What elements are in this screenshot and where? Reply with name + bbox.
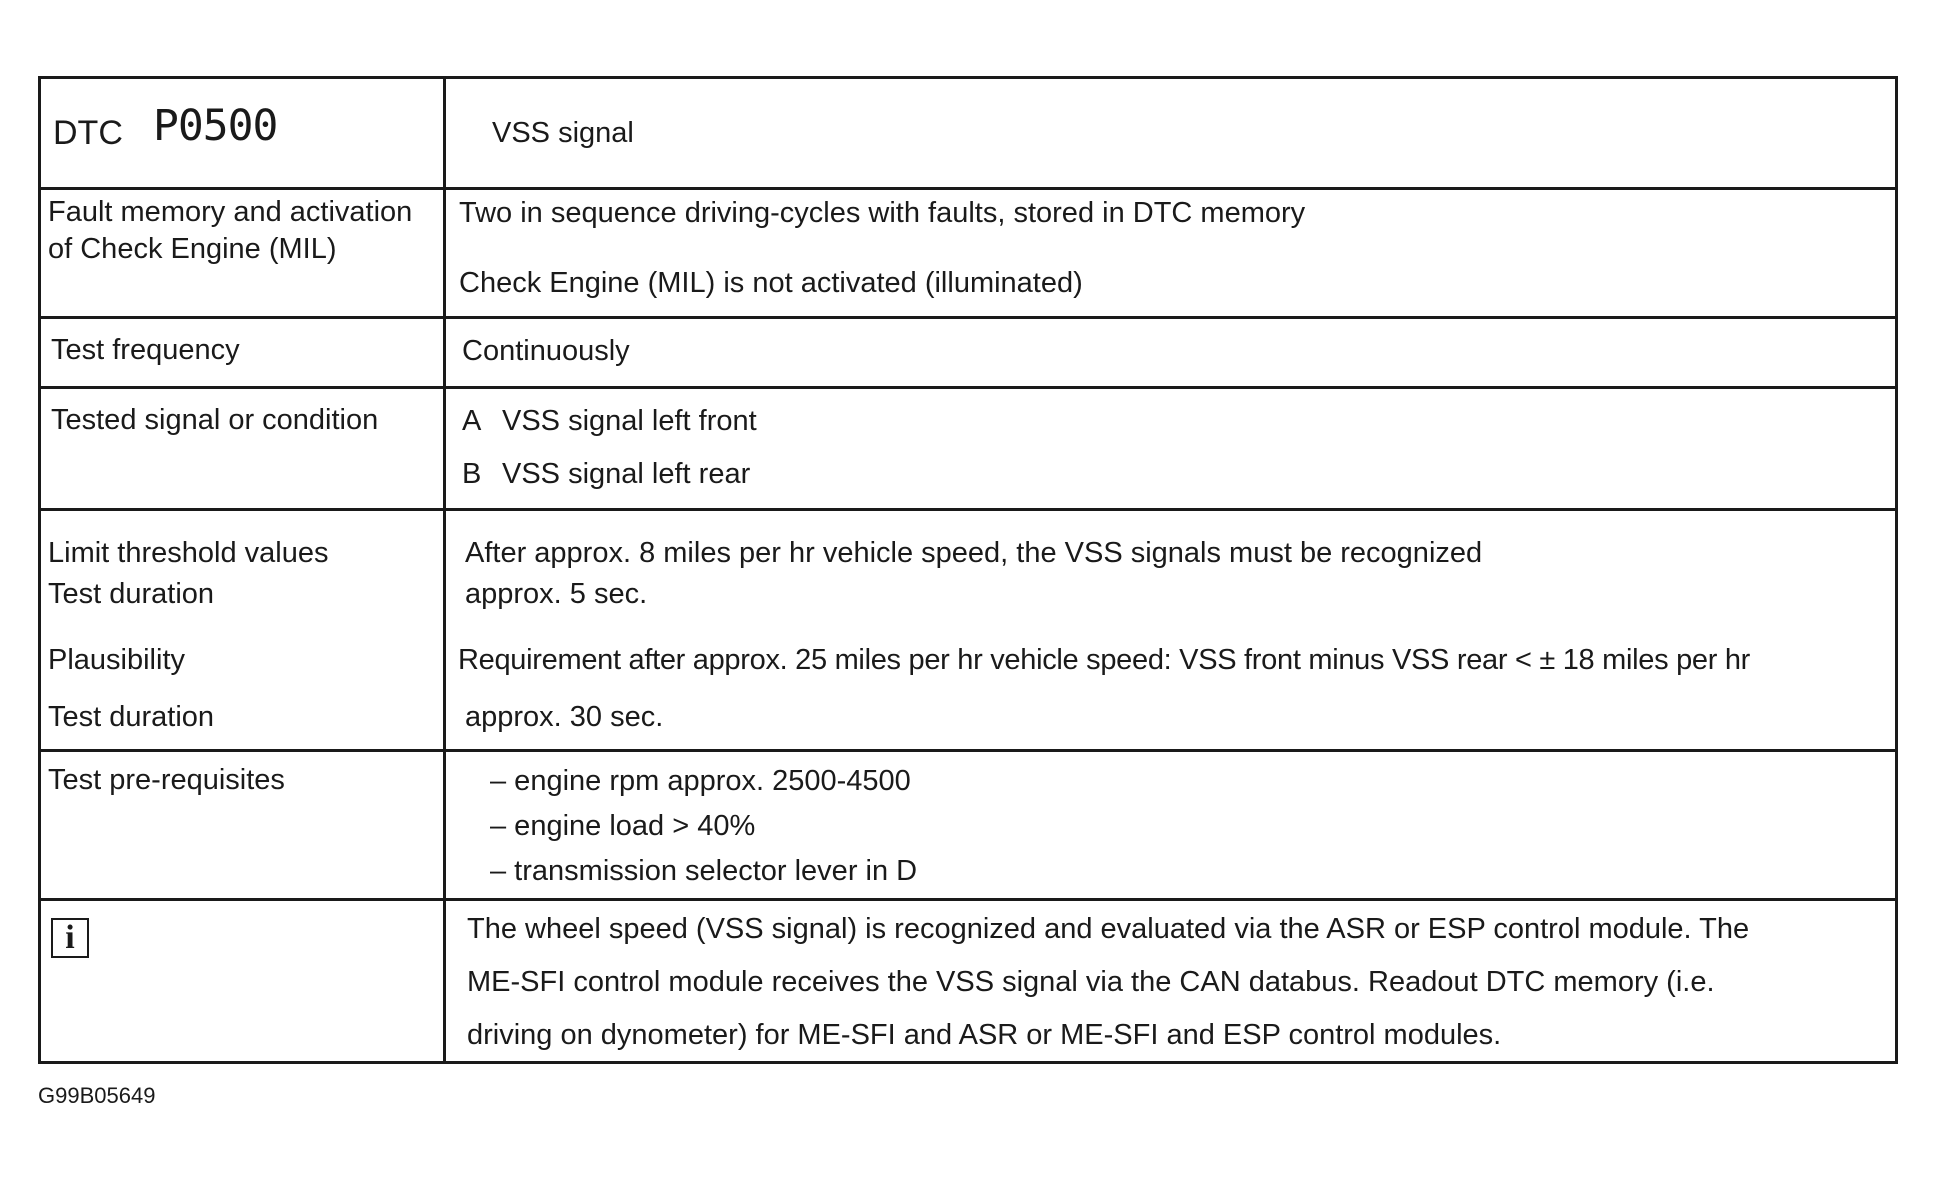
signal-text-a: VSS signal left front (502, 405, 757, 437)
figure-code: G99B05649 (38, 1083, 156, 1108)
dtc-code: P0500 (153, 101, 278, 151)
prerequisite-item-2: – engine load > 40% (490, 810, 756, 842)
limit-threshold-label: Limit threshold values (48, 537, 329, 569)
test-duration-label-1: Test duration (48, 578, 215, 610)
row-info (40, 900, 1897, 1063)
test-frequency-value-cell (445, 318, 1897, 388)
dtc-table (38, 76, 1898, 1064)
fault-memory-value-cell (445, 189, 1897, 318)
fault-memory-line-2: Check Engine (MIL) is not activated (illuminated) (459, 267, 1083, 299)
test-frequency-value: Continuously (462, 335, 630, 367)
prerequisite-item-3: – transmission selector lever in D (490, 855, 918, 887)
test-frequency-label-cell (40, 318, 445, 388)
test-duration-label-2: Test duration (48, 701, 215, 733)
prerequisites-label-cell (40, 751, 445, 900)
row-test-frequency (40, 318, 1897, 388)
prerequisites-label: Test pre-requisites (48, 764, 285, 796)
row-prerequisites (40, 751, 1897, 900)
dtc-cell (40, 78, 445, 189)
dtc-title-cell (445, 78, 1897, 189)
tested-signal-label-cell (40, 388, 445, 510)
plausibility-value: Requirement after approx. 25 miles per hr vehicle speed: VSS front minus VSS rear < ± 18 miles per hr (458, 644, 1751, 676)
prerequisites-value-cell (445, 751, 1897, 900)
row-header (40, 78, 1897, 189)
dtc-title: VSS signal (492, 117, 634, 149)
signal-key-b: B (462, 458, 482, 490)
info-text-cell (445, 900, 1897, 1063)
info-line-3: driving on dynometer) for ME-SFI and ASR or ME-SFI and ESP control modules. (467, 1019, 1502, 1051)
limit-threshold-value: After approx. 8 miles per hr vehicle speed, the VSS signals must be recognized (465, 537, 1483, 569)
tested-signal-value-cell (445, 388, 1897, 510)
test-frequency-label: Test frequency (51, 334, 240, 366)
dtc-prefix: DTC (53, 114, 123, 152)
info-icon: i (51, 918, 89, 958)
fault-memory-label: Fault memory and activation of Check Engine (MIL) (48, 196, 413, 265)
signal-text-b: VSS signal left rear (502, 458, 751, 490)
limits-value-cell (445, 510, 1897, 751)
test-duration-value-2: approx. 30 sec. (465, 701, 664, 733)
test-duration-value-1: approx. 5 sec. (465, 578, 648, 610)
row-limits (40, 510, 1897, 751)
prerequisite-item-1: – engine rpm approx. 2500-4500 (490, 765, 911, 797)
limits-label-cell (40, 510, 445, 751)
row-tested-signal (40, 388, 1897, 510)
info-icon-cell (40, 900, 445, 1063)
fault-memory-label-cell (40, 189, 445, 318)
info-line-1: The wheel speed (VSS signal) is recognized and evaluated via the ASR or ESP control module. The (467, 913, 1750, 945)
signal-key-a: A (462, 405, 482, 437)
row-fault-memory (40, 189, 1897, 318)
plausibility-label: Plausibility (48, 644, 185, 676)
tested-signal-label: Tested signal or condition (51, 404, 379, 436)
info-line-2: ME-SFI control module receives the VSS signal via the CAN databus. Readout DTC memory (i.e. (467, 966, 1715, 998)
fault-memory-line-1: Two in sequence driving-cycles with faults, stored in DTC memory (459, 197, 1306, 229)
